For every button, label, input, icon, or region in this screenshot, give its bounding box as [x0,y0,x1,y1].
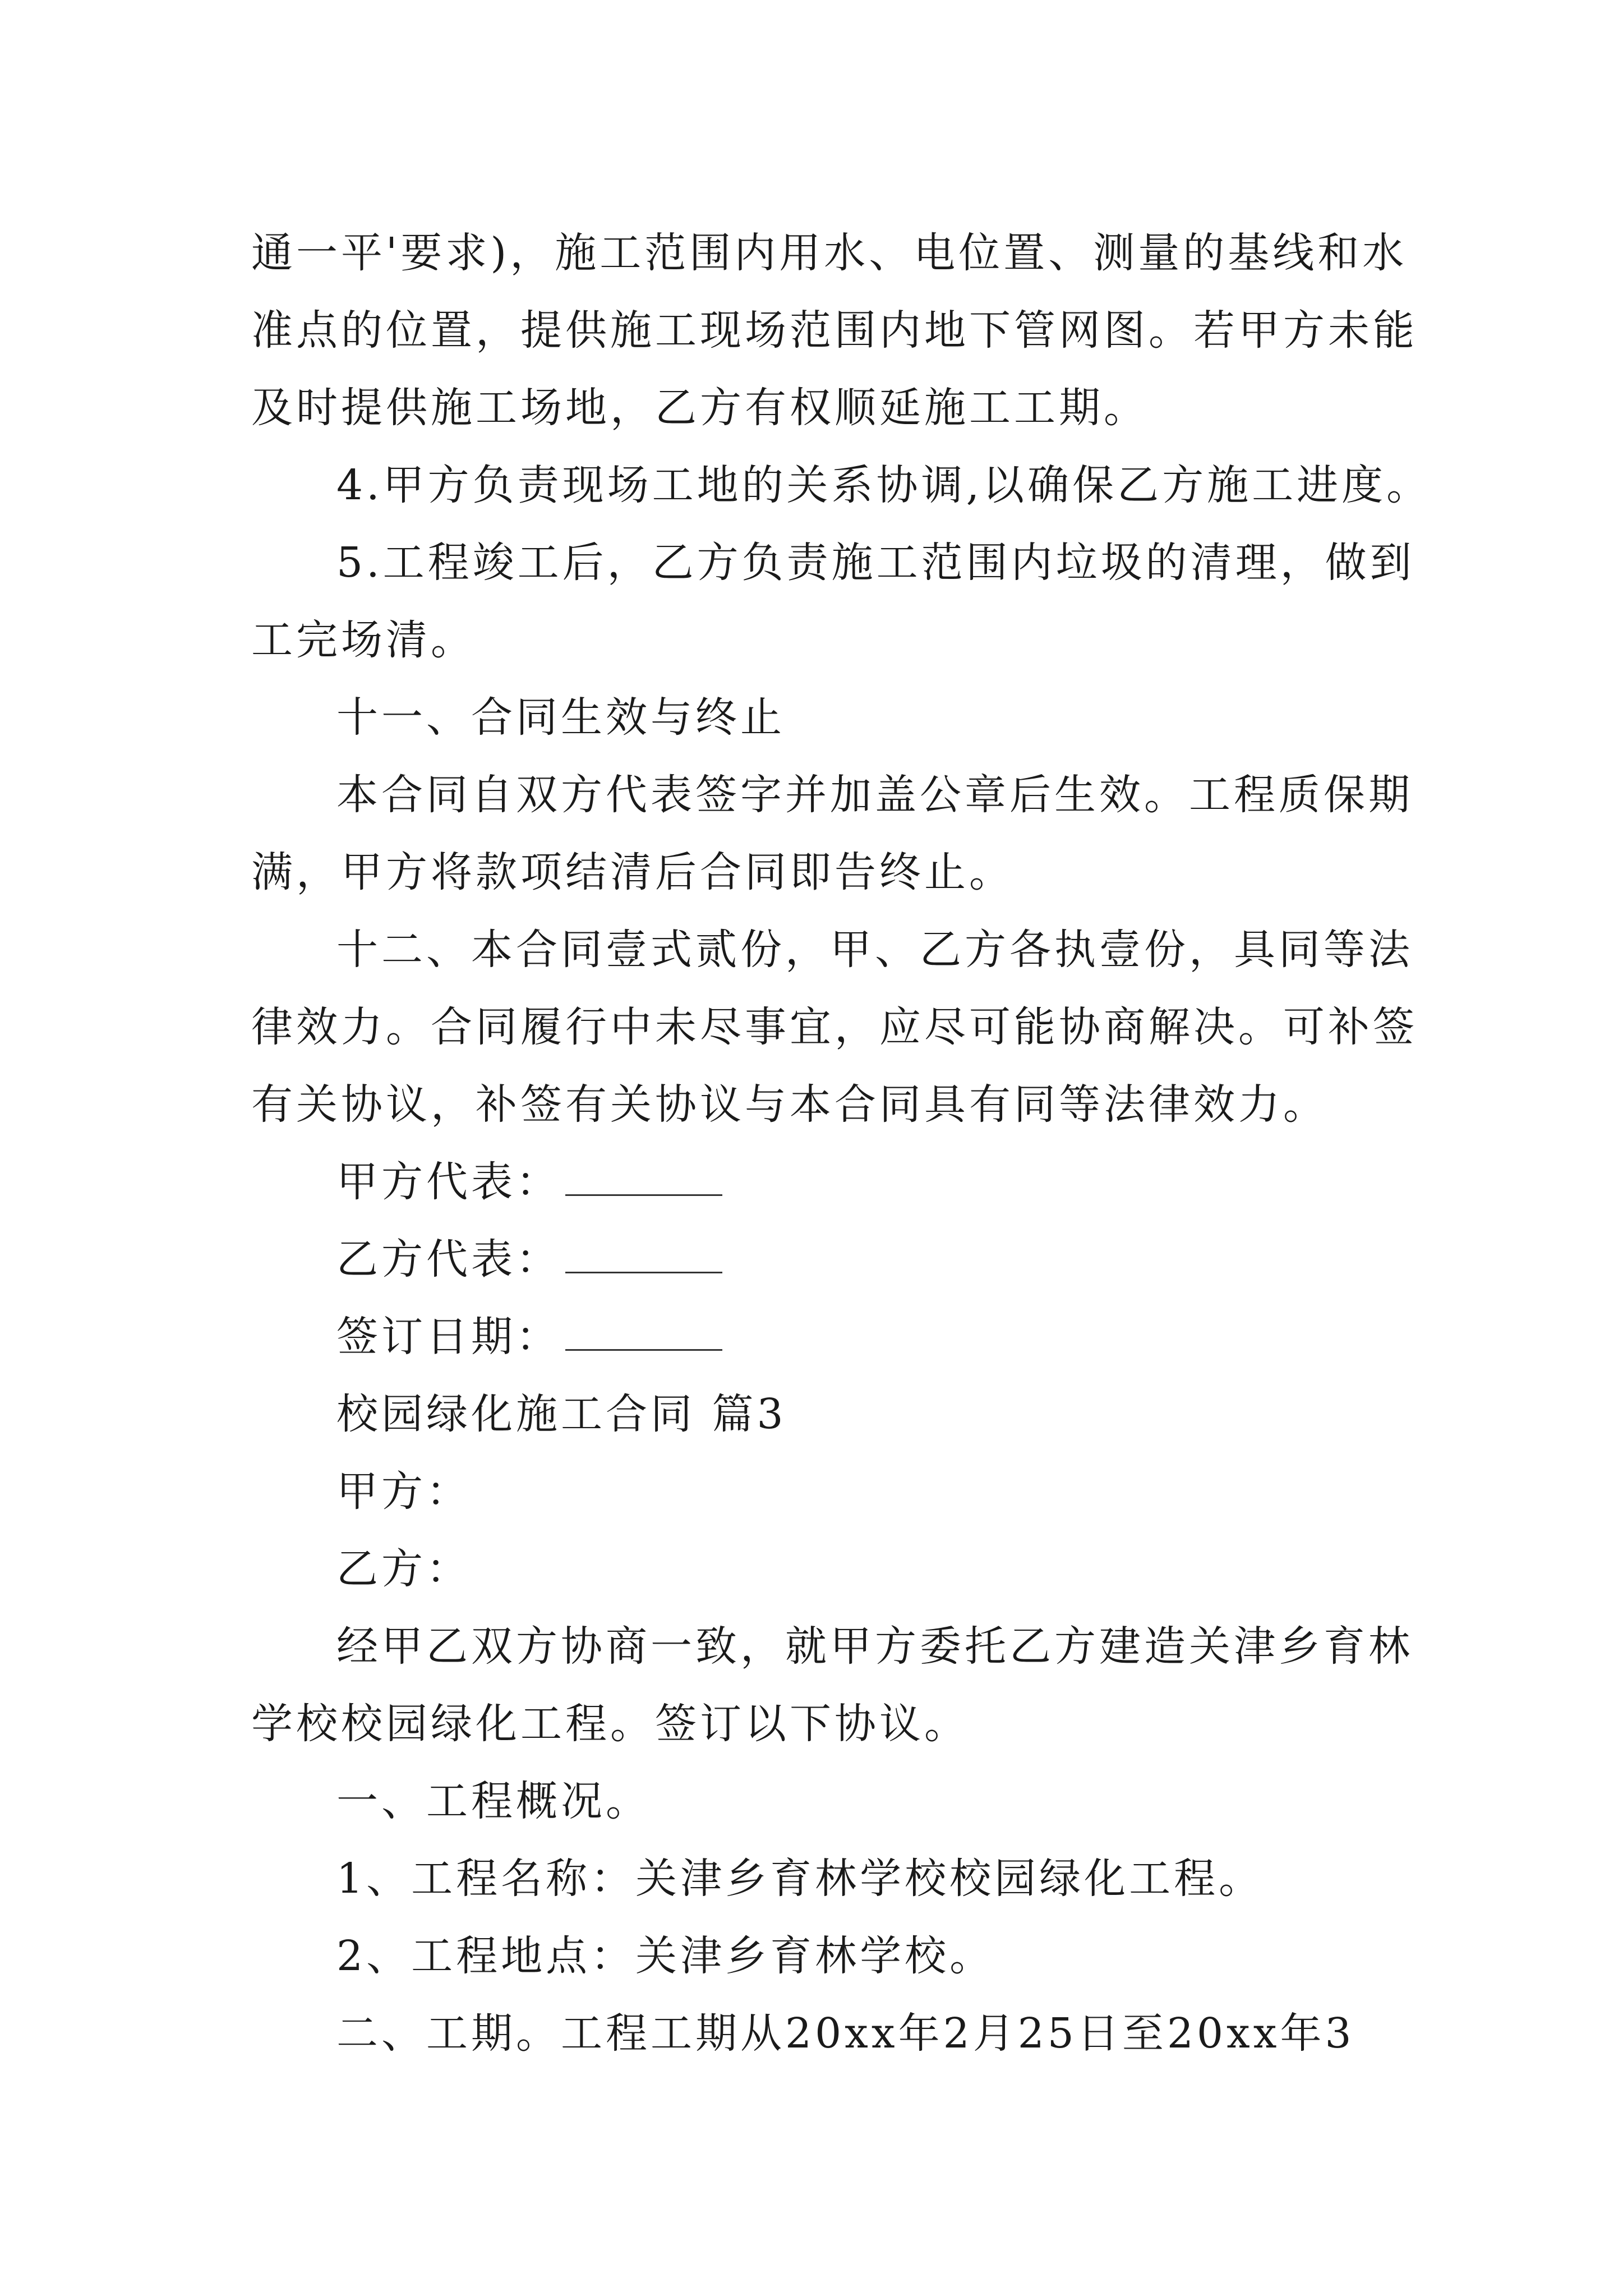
section-heading-2: 二、工期。工程工期从20xx年2月25日至20xx年3 [336,2009,1355,2058]
paragraph-line: 工完场清。 [251,616,476,664]
signature-party-a [251,1143,1378,1221]
section-heading-1: 一、工程概况。 [336,1777,651,1825]
paragraph-line: 通一平'要求)，施工范围内用水、电位置、测量的基线和水 [251,229,1408,277]
section-heading-11: 十一、合同生效与终止 [336,693,785,742]
list-item: 2、工程地点：关津乡育林学校。 [336,1932,995,1980]
signature-label: 乙方代表： [336,1235,561,1283]
party-b-line: 乙方： [336,1545,471,1593]
paragraph-line: 及时提供施工场地，乙方有权顺延施工工期。 [251,384,1149,432]
section-heading-12: 十二、本合同壹式贰份，甲、乙方各执壹份，具同等法 [336,926,1413,974]
list-item: 1、工程名称：关津乡育林学校校园绿化工程。 [336,1855,1264,1903]
paragraph-line: 学校校园绿化工程。签订以下协议。 [251,1700,969,1748]
paragraph-line: 律效力。合同履行中未尽事宜，应尽可能协商解决。可补签 [251,1003,1418,1051]
signature-blank [565,1317,722,1351]
clause-4: 4.甲方负责现场工地的关系协调,以确保乙方施工进度。 [336,461,1432,509]
paragraph-line: 本合同自双方代表签字并加盖公章后生效。工程质保期 [336,771,1413,819]
paragraph-line: 经甲乙双方协商一致，就甲方委托乙方建造关津乡育林 [336,1622,1413,1671]
paragraph-line: 满，甲方将款项结清后合同即告终止。 [251,848,1014,896]
signature-date [251,1298,1378,1375]
paragraph-line: 准点的位置，提供施工现场范围内地下管网图。若甲方未能 [251,306,1418,355]
clause-5: 5.工程竣工后，乙方负责施工范围内垃圾的清理，做到 [336,539,1415,587]
contract-title: 校园绿化施工合同 篇3 [336,1390,787,1438]
signature-party-b [251,1221,1378,1298]
party-a-line: 甲方： [336,1467,471,1516]
signature-label: 签订日期： [336,1313,561,1361]
paragraph-line: 有关协议，补签有关协议与本合同具有同等法律效力。 [251,1080,1328,1129]
signature-blank [565,1239,722,1273]
document-body [251,214,1432,2072]
signature-label: 甲方代表： [336,1158,561,1206]
signature-blank [565,1162,722,1196]
